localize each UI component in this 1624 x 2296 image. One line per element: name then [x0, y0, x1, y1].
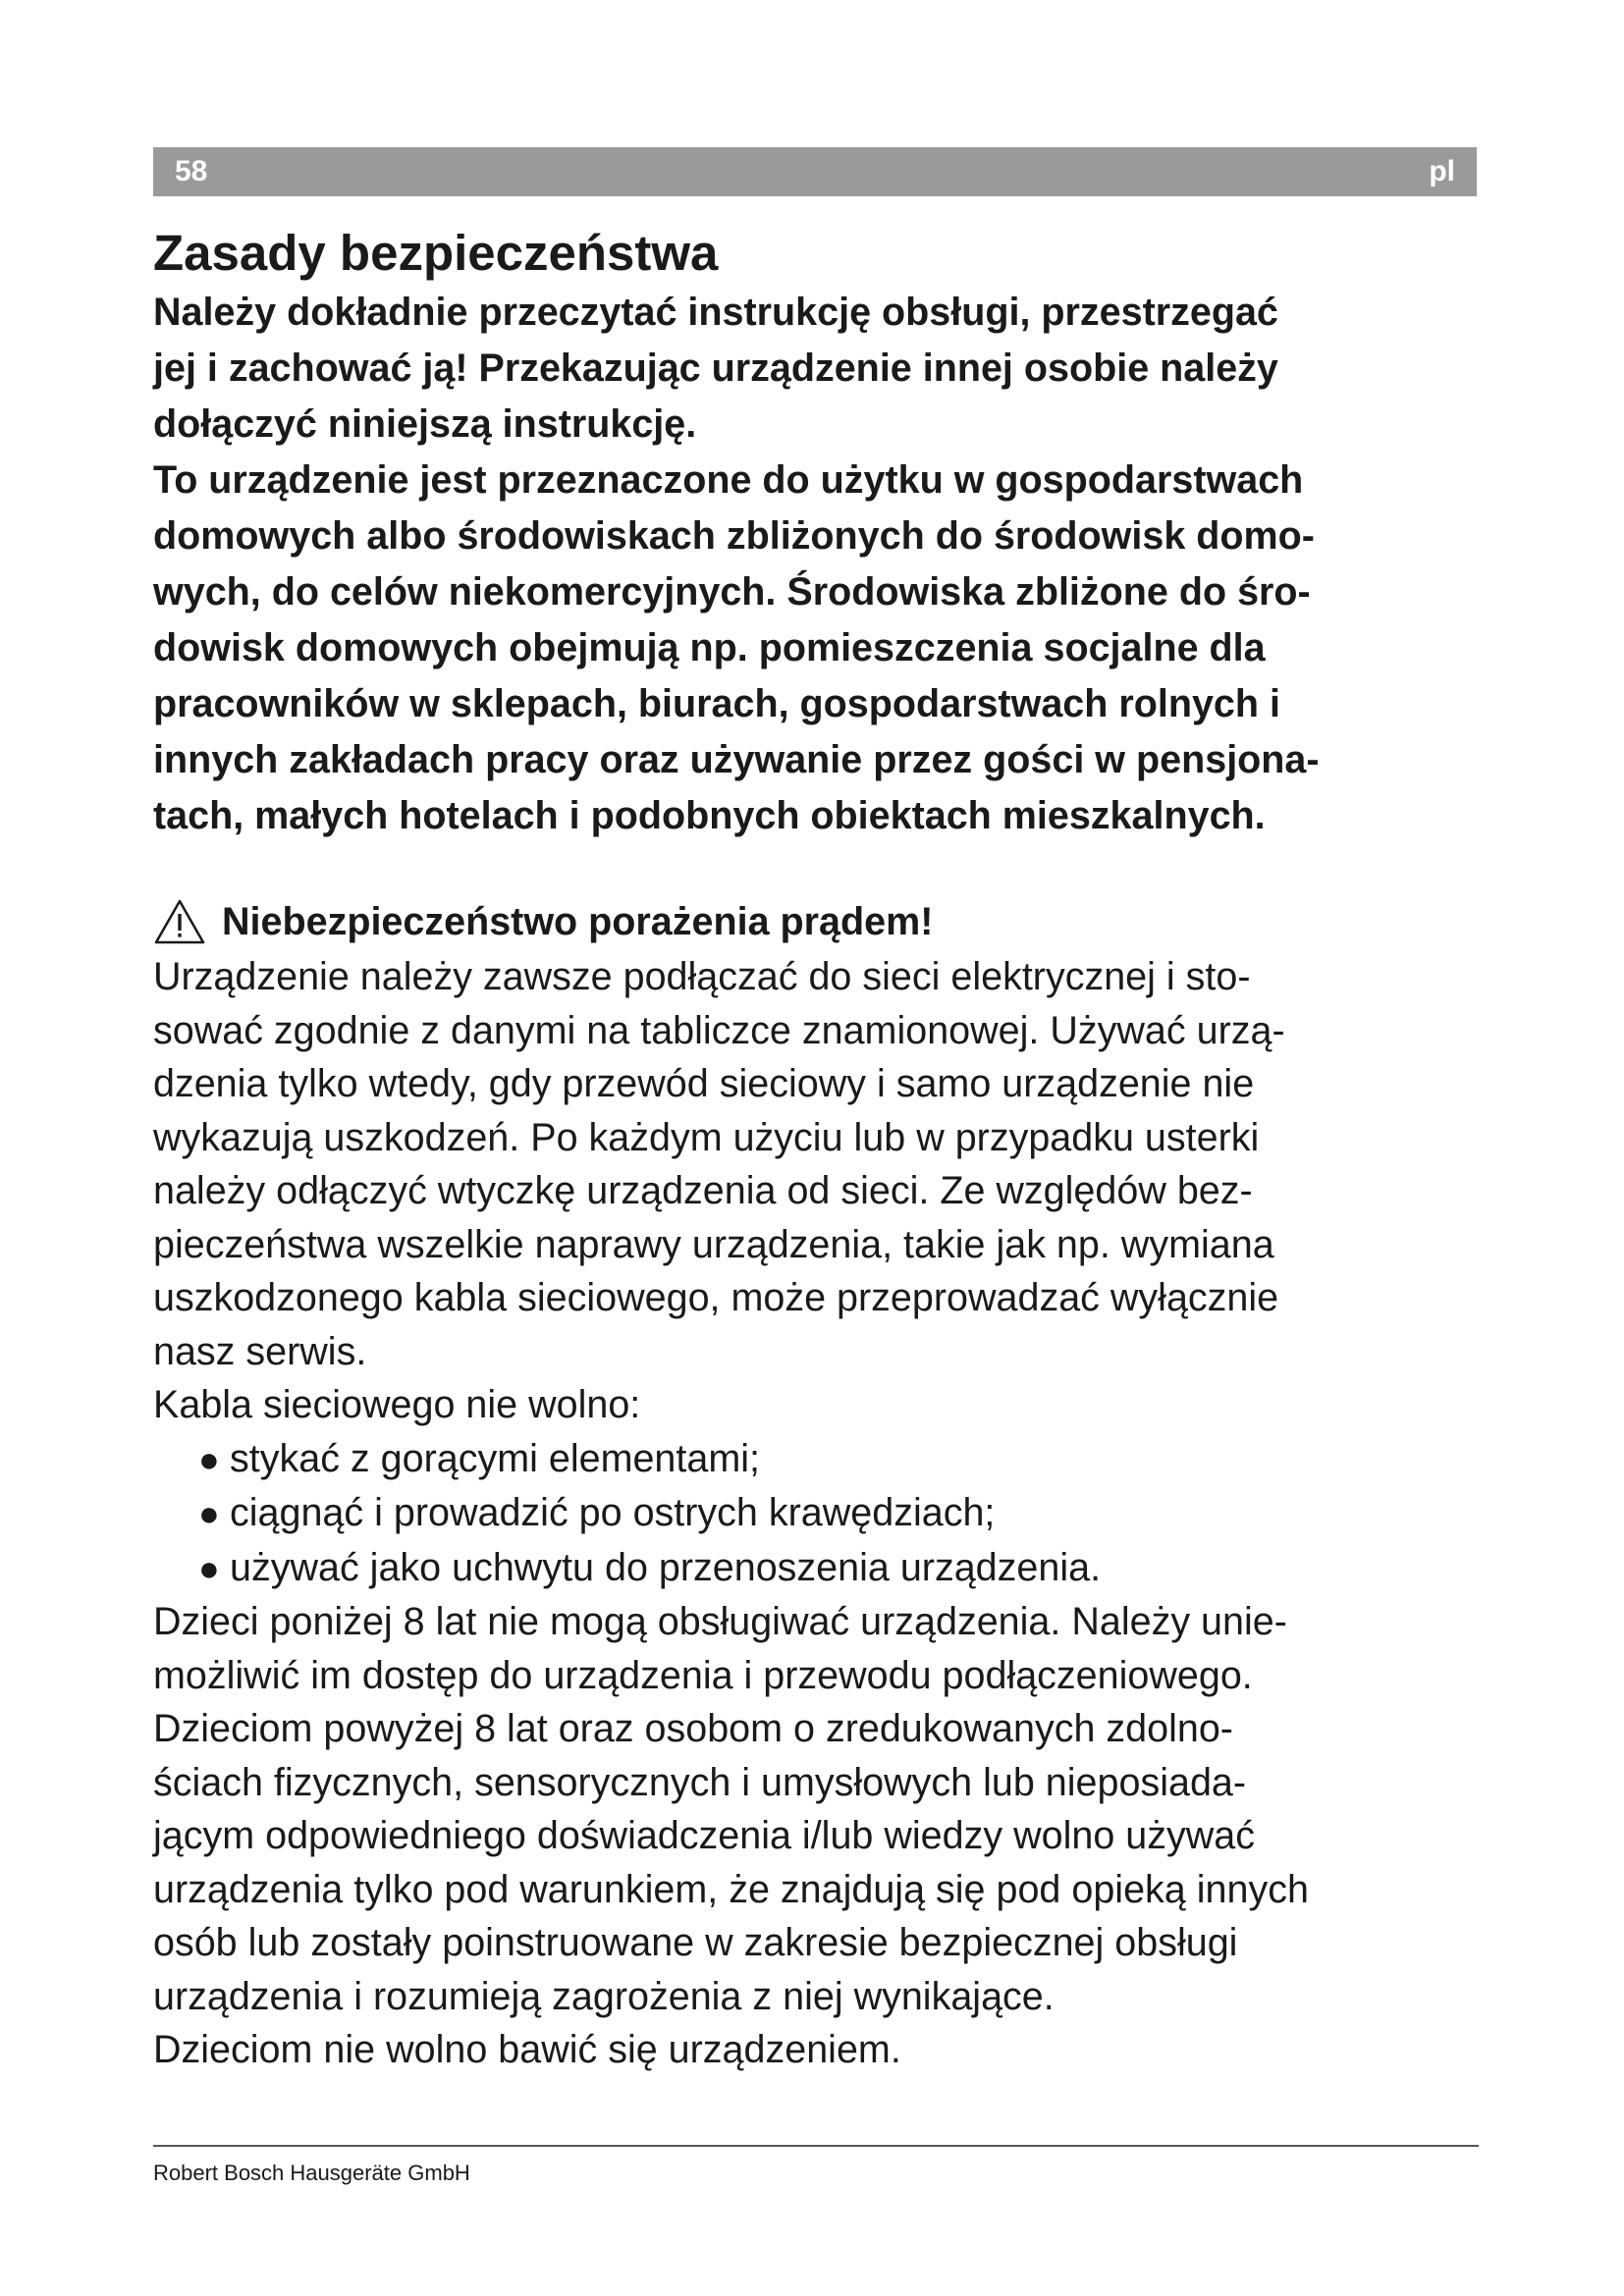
footer-company: Robert Bosch Hausgeräte GmbH	[153, 2161, 470, 2185]
footer-divider	[153, 2145, 1479, 2147]
section-spacer	[153, 844, 1481, 893]
cable-intro-text: Kabla sieciowego nie wolno:	[153, 1383, 641, 1426]
children-play-warning: Dzieciom nie wolno bawić się urządzeniem.	[153, 2028, 901, 2071]
intro-paragraph-1: Należy dokładnie przeczytać instrukcję obsługi, przestrzegać jej i zachować ją! Przekazując urządzenie innej osobie należy dołączyć niniejszą instrukcję.	[153, 291, 1278, 446]
list-item: ● stykać z gorącymi elementami;	[198, 1432, 1481, 1487]
page-number: 58	[175, 155, 208, 187]
page-header-bar	[153, 147, 1477, 196]
warning-heading	[153, 893, 1481, 950]
list-item: ● ciągnąć i prowadzić po ostrych krawędziach;	[198, 1486, 1481, 1541]
page-title: Zasady bezpieczeństwa	[153, 225, 719, 281]
cable-rules-list	[153, 1432, 1481, 1596]
list-item: ● używać jako uchwytu do przenoszenia urządzenia.	[198, 1541, 1481, 1596]
bullet-icon: ●	[198, 1547, 220, 1588]
page-content	[153, 222, 1481, 2077]
warning-heading-text: Niebezpieczeństwo porażenia prądem!	[222, 900, 934, 943]
electrical-safety-paragraph: Urządzenie należy zawsze podłączać do sieci elektrycznej i sto- sować zgodnie z danymi na tabliczce znamionowej. Używać urzą- dzenia tylko wtedy, gdy przewód sieciowy i samo urządzenie nie wykazują uszkodzeń. Po każdym użyciu lub w przypadku usterki należy odłączyć wtyczkę urządzenia od sieci. Ze względów bez- pieczeństwa wszelkie naprawy urządzenia, takie jak np. wymiana uszkodzonego kabla sieciowego, może przeprowadzać wyłącznie nasz serwis.	[153, 955, 1285, 1373]
children-safety-paragraph: Dzieci poniżej 8 lat nie mogą obsługiwać urządzenia. Należy unie- możliwić im dostęp do urządzenia i przewodu podłączeniowego. Dzieciom powyżej 8 lat oraz osobom o zredukowanych zdolno- ściach fizycznych, sensorycznych i umysłowych lub nieposiada- jącym odpowiedniego doświadczenia i/lub wiedzy wolno używać urządzenia tylko pod warunkiem, że znajdują się pod opieką innych osób lub zostały poinstruowane w zakresie bezpiecznej obsługi urządzenia i rozumieją zagrożenia z niej wynikające.	[153, 1600, 1309, 2018]
language-code: pl	[1429, 155, 1455, 187]
bullet-icon: ●	[198, 1493, 220, 1533]
warning-triangle-icon	[153, 898, 206, 945]
intro-paragraph-2: To urządzenie jest przeznaczone do użytku w gospodarstwach domowych albo środowiskach zbliżonych do środowisk domo- wych, do celów niekomercyjnych. Środowiska zbliżone do śro- dowisk domowych obejmują np. pomieszczenia socjalne dla pracowników w sklepach, biurach, gospodarstwach rolnych i innych zakładach pracy oraz używanie przez gości w pensjona- tach, małych hotelach i podobnych obiektach mieszkalnych.	[153, 458, 1320, 837]
bullet-icon: ●	[198, 1438, 220, 1479]
